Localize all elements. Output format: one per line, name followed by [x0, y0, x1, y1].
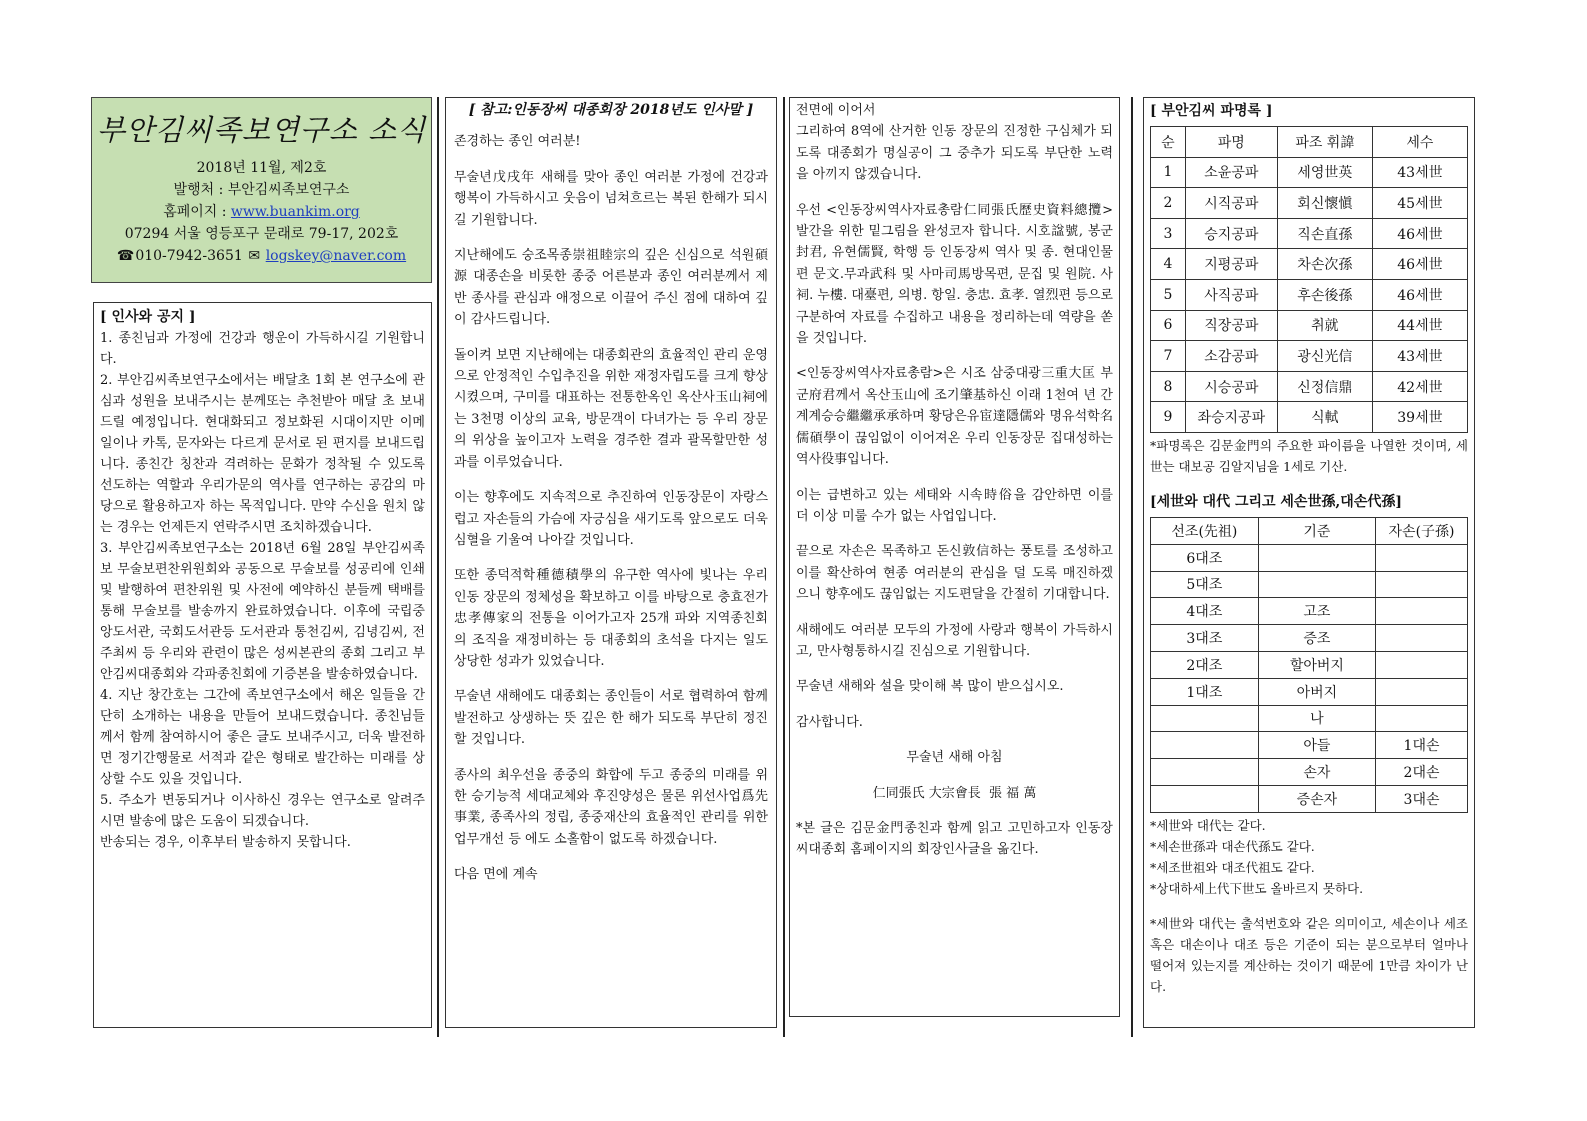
notice-item: 반송되는 경우, 이후부터 발송하지 못합니다.	[100, 835, 351, 850]
generation-note: *세世와 대代는 같다.	[1150, 817, 1266, 833]
column-header: 선조(先祖)	[1151, 517, 1259, 544]
table-row	[1151, 625, 1468, 652]
continued-label: 전면에 이어서	[796, 103, 876, 118]
homepage-label: 홈페이지 :	[163, 204, 231, 220]
table-row	[1151, 571, 1468, 598]
table-cell: 2대손	[1376, 759, 1468, 786]
article-paragraph: 우선 <인동장씨역사자료총람仁同張氏歷史資料總攬> 발간을 위한 밑그림을 완성코자 합니다. 시호諡號, 봉군封君, 유현儒賢, 학행 등 인동장씨 역사 및 종. 현대인물편 문文.무과武科 및 사마司馬방목편, 문집 및 원院. 사祠. 누樓. 대臺편, 의병. 항일. 충忠. 효孝. 열烈편 등으로 구분하여 자료를 수집하고 내용을 정리하는데 역량을 쏟을 것입니다.	[796, 202, 1113, 347]
table-cell: 지평공파	[1185, 249, 1277, 280]
table-cell	[1151, 759, 1259, 786]
table-cell: 증손자	[1258, 785, 1375, 812]
column-header: 파명	[1185, 127, 1277, 158]
article-paragraph: <인동장씨역사자료총람>은 시조 삼중대광三重大匡 부군府君께서 옥산玉山에 조기肇基하신 이래 1천여 년 간 계계승승繼繼承承하며 황당은유宦達隱儒와 명유석학名儒碩學이 끊임없이 이어져온 우리 인동장문 집대성하는 역사役事입니다.	[796, 366, 1113, 468]
table-row	[1151, 341, 1468, 372]
table-cell: 3	[1151, 218, 1186, 249]
table-cell: 43세世	[1372, 157, 1467, 188]
article-paragraph: 지난해에도 숭조목종崇祖睦宗의 깊은 신심으로 석원碩源 대종손을 비롯한 종중 어른분과 종인 여러분께서 제반 종사를 관심과 애정으로 이끌어 주신 점에 대하여 깊이 감사드립니다.	[454, 248, 768, 328]
newsletter-title: 부안김씨족보연구소 소식	[96, 113, 427, 147]
table-cell: 시승공파	[1185, 371, 1277, 402]
table-cell	[1258, 544, 1375, 571]
table-cell: 직손直孫	[1277, 218, 1372, 249]
article-paragraph: 종사의 최우선을 종중의 화합에 두고 종중의 미래를 위한 승기능적 세대교체와 후진양성은 물론 위선사업爲先事業, 종족사의 정립, 종중재산의 효율적인 관리를 위한 업무개선 등 에도 소홀함이 없도록 하겠습니다.	[454, 767, 768, 847]
table-cell: 1대조	[1151, 678, 1259, 705]
table-cell: 3대손	[1376, 785, 1468, 812]
article-paragraph: 이는 향후에도 지속적으로 추진하여 인동장문이 자랑스럽고 자손들의 가슴에 자긍심을 새기도록 앞으로도 더욱 심혈을 기울여 나아갈 것입니다.	[454, 490, 768, 548]
table-cell: 3대조	[1151, 625, 1259, 652]
phone-number: 010-7942-3651	[135, 248, 243, 264]
table-row	[1151, 651, 1468, 678]
table-cell: 2대조	[1151, 651, 1259, 678]
article-paragraph: 무술년戊戌年 새해를 맞아 종인 여러분 가정에 건강과 행복이 가득하시고 웃음이 넘쳐흐르는 복된 한해가 되시길 기원합니다.	[454, 169, 768, 228]
table-cell: 42세世	[1372, 371, 1467, 402]
table-row	[1151, 732, 1468, 759]
table-cell: 4	[1151, 249, 1186, 280]
table-cell	[1376, 651, 1468, 678]
notice-item: 2. 부안김씨족보연구소에서는 배달초 1회 본 연구소에 관심과 성원을 보내주시는 분께또는 추천받아 매달 초 보내드릴 예정입니다. 현대화되고 정보화된 시대이지만 이메일이나 카톡, 문자와는 다르게 문서로 된 편지를 보내드립니다. 종친간 칭찬과 격려하는 문화가 정착될 수 있도록 선도하는 역할과 우리가문의 역사를 연구하는 공감의 마당으로 활용하고자 하는 목적입니다. 만약 수신을 원치 않는 경우는 언제든지 연락주시면 조치하겠습니다.	[100, 373, 425, 535]
notice-heading: [ 인사와 공지 ]	[100, 309, 196, 325]
table-cell	[1151, 732, 1259, 759]
table-cell: 할아버지	[1258, 651, 1375, 678]
table-row	[1151, 598, 1468, 625]
table-cell: 39세世	[1372, 402, 1467, 433]
table-cell: 아버지	[1258, 678, 1375, 705]
table-cell: 증조	[1258, 625, 1375, 652]
branch-list-heading: [ 부안김씨 파명록 ]	[1150, 103, 1273, 119]
table-cell: 좌승지공파	[1185, 402, 1277, 433]
table-row	[1151, 785, 1468, 812]
notice-item: 3. 부안김씨족보연구소는 2018년 6월 28일 부안김씨족보 무술보편찬위원회와 공동으로 무술보를 성공리에 인쇄 및 발행하여 편찬위원 및 사전에 예약하신 분들께 택배를 통해 무술보를 발송까지 완료하였습니다. 이후에 국립중앙도서관, 국회도서관등 도서관과 통천김씨, 김녕김씨, 전주최씨 등 우리와 관련이 많은 성씨본관의 종회 그리고 부안김씨대종회와 각파종친회에 기증본을 발송하였습니다.	[100, 541, 425, 682]
table-row	[1151, 544, 1468, 571]
table-header-row	[1151, 517, 1468, 544]
table-cell: 46세世	[1372, 218, 1467, 249]
table-cell: 소감공파	[1185, 341, 1277, 372]
table-row	[1151, 188, 1468, 219]
greeting-article	[445, 97, 777, 1028]
table-cell: 사직공파	[1185, 279, 1277, 310]
table-row	[1151, 371, 1468, 402]
publisher-info: 발행처 : 부안김씨족보연구소	[173, 182, 350, 198]
table-cell: 1	[1151, 157, 1186, 188]
notice-item: 1. 종친님과 가정에 건강과 행운이 가득하시길 기원합니다.	[100, 331, 425, 367]
table-row	[1151, 678, 1468, 705]
homepage-link[interactable]: www.buankim.org	[230, 204, 360, 220]
masthead	[91, 97, 432, 283]
table-cell: 5대조	[1151, 571, 1259, 598]
column-header: 세수	[1372, 127, 1467, 158]
article-paragraph: 이는 급변하고 있는 세태와 시속時俗을 감안하면 이를 더 이상 미룰 수가 없는 사업입니다.	[796, 487, 1113, 524]
table-cell: 세영世英	[1277, 157, 1372, 188]
column-header: 순	[1151, 127, 1186, 158]
table-row	[1151, 705, 1468, 732]
genealogy-section	[1143, 97, 1475, 1028]
table-cell	[1258, 571, 1375, 598]
signature-date: 무술년 새해 아침	[906, 750, 1003, 766]
table-row	[1151, 402, 1468, 433]
column-divider-2	[783, 97, 785, 1037]
table-header-row	[1151, 127, 1468, 158]
generation-table	[1150, 517, 1468, 813]
generation-heading: [세世와 대代 그리고 세손世孫,대손代孫]	[1150, 493, 1402, 510]
column-header: 파조 휘諱	[1277, 127, 1372, 158]
issue-info: 2018년 11월, 제2호	[196, 160, 327, 176]
column-divider-3	[1131, 97, 1133, 1037]
address-info: 07294 서울 영등포구 문래로 79-17, 202호	[124, 226, 399, 242]
mail-icon: ✉	[248, 248, 261, 264]
table-row	[1151, 279, 1468, 310]
table-cell: 취就	[1277, 310, 1372, 341]
table-row	[1151, 249, 1468, 280]
table-cell	[1376, 571, 1468, 598]
table-cell: 식軾	[1277, 402, 1372, 433]
signature-name: 仁同張氏 大宗會長 張 福 萬	[872, 785, 1037, 801]
table-cell: 손자	[1258, 759, 1375, 786]
table-cell: 승지공파	[1185, 218, 1277, 249]
table-row	[1151, 310, 1468, 341]
column-divider-1	[437, 97, 439, 1037]
table-cell	[1376, 705, 1468, 732]
table-cell: 6	[1151, 310, 1186, 341]
table-cell	[1376, 625, 1468, 652]
table-cell: 고조	[1258, 598, 1375, 625]
generation-note: *상대하세上代下世도 올바르지 못하다.	[1150, 880, 1364, 896]
table-cell: 43세世	[1372, 341, 1467, 372]
article-footnote: *본 글은 김문金門종친과 함께 읽고 고민하고자 인동장씨대종회 홈페이지의 회장인사글을 옮긴다.	[796, 820, 1113, 858]
table-cell: 직장공파	[1185, 310, 1277, 341]
generation-note: *세조世祖와 대조代祖도 같다.	[1150, 859, 1315, 875]
article-paragraph: 그리하여 8역에 산거한 인동 장문의 진정한 구심체가 되도록 대종회가 명실공이 그 중추가 되도록 부단한 노력을 아끼지 않겠습니다.	[796, 124, 1113, 183]
article-paragraph: 감사합니다.	[796, 714, 863, 730]
table-cell: 소윤공파	[1185, 157, 1277, 188]
article-heading: [ 참고:인동장씨 대종회장 2018년도 인사말 ]	[468, 102, 754, 118]
table-row	[1151, 759, 1468, 786]
email-link[interactable]: logskey@naver.com	[265, 248, 407, 264]
branch-table-note: *파명록은 김문金門의 주요한 파이름을 나열한 것이며, 세世는 대보공 김알지님을 1세로 기산.	[1150, 437, 1468, 474]
table-cell	[1376, 544, 1468, 571]
table-cell: 나	[1258, 705, 1375, 732]
table-cell: 9	[1151, 402, 1186, 433]
table-cell: 46세世	[1372, 279, 1467, 310]
table-cell: 회신懷愼	[1277, 188, 1372, 219]
notice-item: 5. 주소가 변동되거나 이사하신 경우는 연구소로 알려주시면 발송에 많은 도움이 되겠습니다.	[100, 793, 425, 829]
greeting-article-continued	[789, 97, 1120, 1017]
table-cell: 46세世	[1372, 249, 1467, 280]
table-cell: 시직공파	[1185, 188, 1277, 219]
table-cell	[1151, 705, 1259, 732]
table-cell: 광신光信	[1277, 341, 1372, 372]
article-paragraph: 끝으로 자손은 목족하고 돈신敦信하는 풍토를 조성하고 이를 확산하여 현종 여러분의 관심을 덜 도록 매진하겠으니 향후에도 끊임없는 지도편달을 간절히 기대합니다.	[796, 544, 1113, 603]
notice-item: 4. 지난 창간호는 그간에 족보연구소에서 해온 일들을 간단히 소개하는 내용을 만들어 보내드렸습니다. 종친님들께서 함께 참여하시어 좋은 글도 보내주시고, 더욱 발전하면 정기간행물로 서적과 같은 형태로 발간하는 미래를 상상할 수도 있을 것입니다.	[100, 688, 425, 787]
contact-info	[92, 245, 431, 267]
table-cell: 2	[1151, 188, 1186, 219]
generation-note: *세손世孫과 대손代孫도 같다.	[1150, 838, 1315, 854]
homepage-info	[92, 201, 431, 223]
table-cell: 45세世	[1372, 188, 1467, 219]
table-row	[1151, 218, 1468, 249]
article-paragraph: 돌이켜 보면 지난해에는 대종회관의 효율적인 관리 운영으로 안정적인 수입추진을 위한 재정자립도를 크게 향상시켰으며, 구미를 대표하는 전통한옥인 옥산사玉山祠에는 3천명 이상의 교육, 방문객이 다녀가는 등 우리 장문의 위상을 높이고자 노력을 경주한 결과 괄목할만한 성과를 이루었습니다.	[454, 347, 768, 470]
table-cell	[1376, 598, 1468, 625]
article-paragraph: 새해에도 여러분 모두의 가정에 사랑과 행복이 가득하시고, 만사형통하시길 진심으로 기원합니다.	[796, 622, 1113, 659]
phone-icon: ☎	[116, 248, 135, 264]
column-header: 자손(子孫)	[1376, 517, 1468, 544]
table-cell: 6대조	[1151, 544, 1259, 571]
branch-table	[1150, 126, 1468, 433]
table-cell: 아들	[1258, 732, 1375, 759]
generation-final-note: *세世와 대代는 출석번호와 같은 의미이고, 세손이나 세조 혹은 대손이나 대조 등은 기준이 되는 분으로부터 얼마나 떨어져 있는지를 계산하는 것이기 때문에 1만큼 차이가 난다.	[1150, 915, 1468, 994]
table-cell: 차손次孫	[1277, 249, 1372, 280]
article-paragraph: 존경하는 종인 여러분!	[454, 134, 581, 150]
table-cell: 1대손	[1376, 732, 1468, 759]
table-cell	[1151, 785, 1259, 812]
continued-note: 다음 면에 계속	[454, 867, 538, 883]
table-cell	[1376, 678, 1468, 705]
table-cell: 7	[1151, 341, 1186, 372]
table-cell: 4대조	[1151, 598, 1259, 625]
table-cell: 8	[1151, 371, 1186, 402]
table-cell: 신정信鼎	[1277, 371, 1372, 402]
table-cell: 44세世	[1372, 310, 1467, 341]
column-header: 기준	[1258, 517, 1375, 544]
article-paragraph: 또한 종덕적학種德積學의 유구한 역사에 빛나는 우리 인동 장문의 정체성을 확보하고 이를 바탕으로 충효전가忠孝傳家의 전통을 이어가고자 25개 파와 지역종친회의 조직을 재정비하는 등 대종회의 초석을 다지는 일도 상당한 성과가 있었습니다.	[454, 568, 768, 669]
table-row	[1151, 157, 1468, 188]
article-paragraph: 무술년 새해에도 대종회는 종인들이 서로 협력하여 함께 발전하고 상생하는 뜻 깊은 한 해가 되도록 부단히 정진할 것입니다.	[454, 689, 768, 748]
article-paragraph: 무술년 새해와 설을 맞이해 복 많이 받으십시오.	[796, 679, 1064, 695]
notice-section	[93, 302, 432, 1028]
table-cell: 후손後孫	[1277, 279, 1372, 310]
table-cell: 5	[1151, 279, 1186, 310]
